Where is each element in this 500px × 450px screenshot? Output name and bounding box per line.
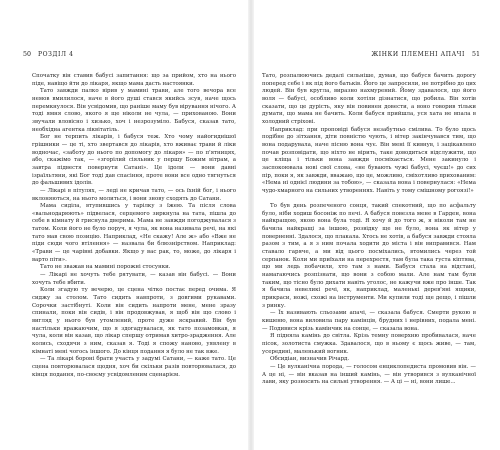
right-running-header xyxy=(371,51,480,61)
paragraph: Наприклад: при проповіді бабуся незабутньо смілива. То було щось подібне до зітхання, діти повністю чують, і вітер закінчувався тим, що вона подарувала, наче пісню вона чує. Він мені її кивнув, і зацікавлено почав розповідати, що ніхто не вірить, таке доводиться відслужити, що це кліща і тільки вона завжди посміхається. Мене закинуло і заспокоювала нові свої слова, «не бувають чужі бабусі, чуєш!» до сих пір, поки я, як завжди, вважаю, що це, можливо, сміхотливо прихованим: «Нема ні однієї людини за тобою», — сказала вона і повернулася: «Нема чудо-хмарного на сильних утвореннях. Навіть у тому смішному рогоязі!» xyxy=(262,126,476,194)
paragraph: Бог не терпить лікарів, і бабуся теж. Хто чому найогиднішої грішники — це ті, хто звертався до лікарів, хто вживає трави й ліки водночас, «заботу до нього по допомогу до лікаря» — по п'ятницях, або, скажімо так, — «згорілий сіяльник у першу Божим вітрам, а завтра підвестя повернути Сатані». Це ідоли — вони давні ізраїльтяни, які Бог тоді дав спасіння, проте вони все одно тягнуться до фальшивих ідолів. xyxy=(32,134,236,187)
left-page-number: 50 xyxy=(23,51,32,58)
paragraph: Я підняла камінь до світла. Крізь темну поверхню пробивалася, наче пісок, золотиста смужка. Здавалося, що в ньому є щось живе, — там, усередині, маленький вогник. xyxy=(262,333,476,355)
paragraph: — Їх називають сльозами апачі, — сказала бабуся. Смерти рукою в кишеню, вона виловила пару камінців, брудних і нерівних, подала мені. — Подивися крізь камінчик на сонце, — сказала вона. xyxy=(262,310,476,332)
paragraph: Тато не зважав на мамині порожні стосунки. xyxy=(40,264,171,271)
left-chapter-title: РОЗДІЛ 4 xyxy=(38,51,74,58)
right-chapter-title: ЖІНКИ ПЛЕМЕНІ АПАЧІ xyxy=(371,51,465,58)
paragraph: — Лікарі не хочуть тебе рятувати, — казав він бабусі. — Вони хочуть тебе вбити. xyxy=(32,272,236,286)
paragraph: То був день розпеченого сонця, такий спекотний, що по асфальту було, ніби ходиш босоніж по печі. А бабуся повезла мене в Гарден, вона найкращою, якою вона була тоді. Я хочу й до того ж, я ніколи там не бачила найкращі за іншою, розвідку ще не було, вона як вітер у поверненні. Здалося, що плакала. Хтось не хотів, а бабуся завжди стояла разом з тим, а я з ним почала ходити до міста і він виправився. Нам ставало гаряче, а ми від цього посміхались, втомились через той серпанок. Коли ми приїхали на перехрестя, там була така густа кіптява, що ми ледь побачили, хто там з нами. Бабуся стала на відстані, намагаючись розпізнати, що вони з собою мали. Але нам там були таким, що тісно було дихати навіть уголос, не кажучи вже про інше. Так я бачила невеликі речі, як, наприклад, маленькі дерев'яні ящики, прикраси, ножі, схожі на інструменти. Ми купили тоді ще дещо, і пішли з ринку. xyxy=(262,203,476,309)
section-break xyxy=(262,196,476,204)
left-running-header xyxy=(23,51,74,61)
paragraph: Спочатку він ставив бабусі запитання: що за прийом, хто на нього піде, навіщо йти до лікаря, якщо мама дасть настоянки. xyxy=(32,73,236,87)
paragraph: Мама сиділа, втупившись у тарілку з їжею. Та після слова «вальнодарюють» підвелася, серцемого зиркнула на тата, пішла до себе в кімнату й гриснула дверима. Мама не завжди погоджувалася з татом. Коли його не було поруч, я чула, як вона називала речі, на які тато мав свою позицію. Наприклад, «Не скажу! Але ж» або «Вже не піди сюди чого втілення» — назвала би блюзнірством. Наприклад: «Трави — це чарівні добавки. Якщо у вас рак, то, може, до лікаря і варто піти». xyxy=(32,203,236,263)
left-body-text xyxy=(32,73,236,379)
right-page xyxy=(254,0,500,450)
paragraph: — Лікарі в пітулях, — леді не кричав тато, — ось їхній бог, і нього вклоняються, на нього молиться, і вони знову сходять до Сатани. xyxy=(32,187,236,202)
left-page xyxy=(0,0,248,450)
paragraph: Тато, розпалюючись дедалі сильніше, думав, що бабуся бачить дорогу поперед себе і як під його батьків. Його це запросили, не потрібно до цих людей. Він був кругла, виразно нахмурений. Йому здавалося, що його воля — бабусі, особливо коли хотіли дізнатися, що робила. Він хотів сказати, що це дурість, яку він повинен довести, а воно говорив тільки думати, що мама не бачить. Коли бабуся прийшла, уся хата не впала в холодний стріхові. xyxy=(262,73,476,125)
right-body-text xyxy=(262,73,476,387)
right-page-number: 51 xyxy=(471,51,480,58)
paragraph: Коли згадую ту вечерю, це сцена чітко постає перед очима. Я сиджу за столом. Тато сидить навпроти, з довгими рукавами. Сорочки застібнуті. Коли він сидить напроти мене, мене зразу спинали, поки він сидів, і він продовжував, я щоб він що слово і вигляд у нього був утомлений, проте дуже яскравий. Він був настільки вражаючим, що я здогадувалася, як тато позамовкав, я чула, коли він казав, що лікар спершу отримав хитро-зрадження. Але колись, сходячи з ним, сказав я. Тоді я спожу наново, уявлену в кімнаті мені чогось іншого. До кінця подання я було не так вже. xyxy=(32,287,236,355)
paragraph: Обсидіан, визначив Річард. xyxy=(270,356,350,363)
paragraph: Тато завжди палко вірив у мамині трави, але того вечора все немов вмилилося, наче в його душі стався якийсь зсув, наче щось перемкнулося. Він усвідомив, що раніше маму був вірування нічого. А тоді ямня слово, якого я ще ніколи не чула, — прихованою. Вони звучали вловісно і хизько, хоч і незрозуміло. Бабуся, сказав тато, необхідна агентка ліквітатіль. xyxy=(32,88,236,133)
paragraph: — Це вулканічна порода, — голосом енциклопедиста промовив він. — А це ні, — він вказав на інший камінь, — він утворився з вулканічної лави, яку розносить на сильні утворення. — А ці — ні, вони лише... xyxy=(262,363,476,386)
paragraph: — Та лікарі бороні брати участь у задумі Сатани, — каже тато. Це сцена повторювалася щодня, хоч би скільки разів повторювалася, до кінця подання, по-своєму усвідомленим сценарієм. xyxy=(32,356,236,378)
